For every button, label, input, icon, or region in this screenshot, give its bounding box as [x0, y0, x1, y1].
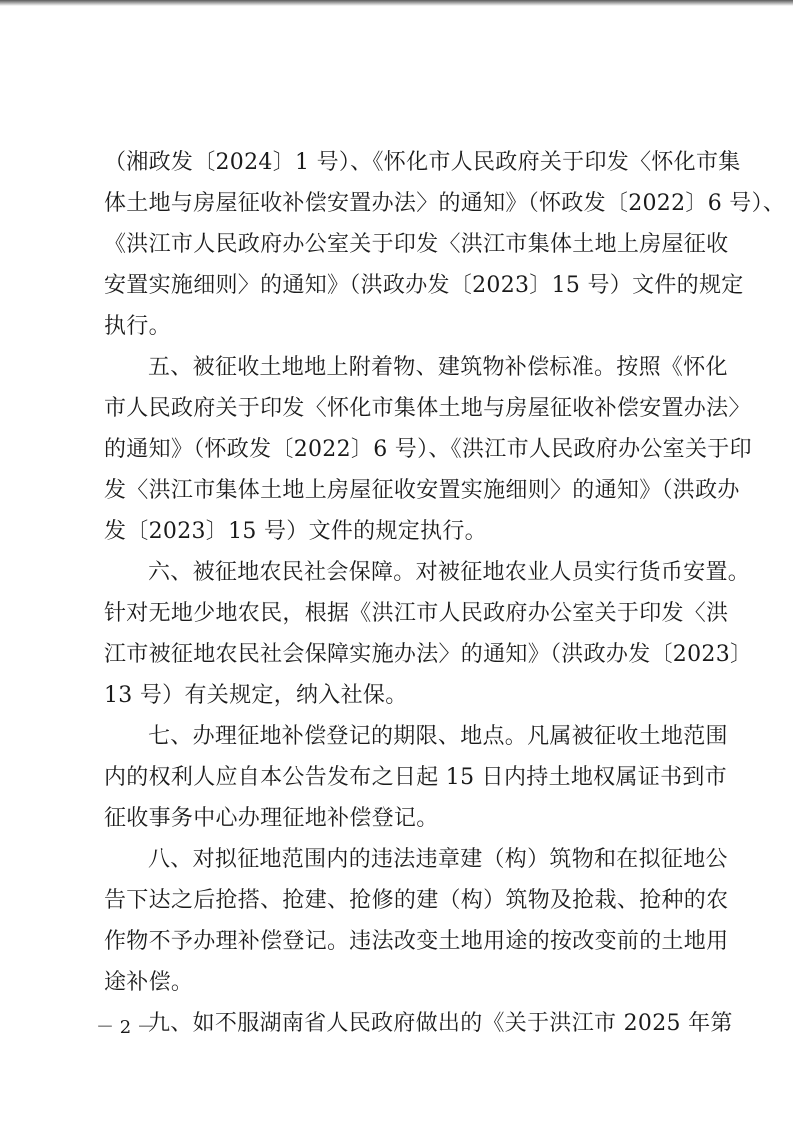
scan-top-edge: [0, 0, 793, 6]
text-line: 的通知》（怀政发〔2022〕6 号）、《洪江市人民政府办公室关于印: [104, 437, 752, 462]
paragraph-first-line: 九、如不服湖南省人民政府做出的《关于洪江市 2025 年第: [148, 1011, 733, 1036]
paragraph-first-line: 五、被征收土地地上附着物、建筑物补偿标准。按照《怀化: [148, 355, 728, 380]
text-line: （湘政发〔2024〕1 号）、《怀化市人民政府关于印发〈怀化市集: [104, 150, 741, 175]
text-line: 安置实施细则〉的通知》（洪政办发〔2023〕15 号）文件的规定: [104, 273, 744, 298]
text-line: 体土地与房屋征收补偿安置办法〉的通知》（怀政发〔2022〕6 号）、: [104, 191, 786, 216]
text-line: 针对无地少地农民，根据《洪江市人民政府办公室关于印发〈洪: [104, 601, 729, 626]
paragraph-first-line: 七、办理征地补偿登记的期限、地点。凡属被征收土地范围: [148, 724, 728, 749]
text-line: 征收事务中心办理征地补偿登记。: [104, 806, 439, 831]
text-line: 告下达之后抢搭、抢建、抢修的建（构）筑物及抢栽、抢种的农: [104, 888, 729, 913]
paragraph-first-line: 八、对拟征地范围内的违法违章建（构）筑物和在拟征地公: [148, 847, 728, 872]
page-number: － 2 －: [96, 1017, 155, 1038]
paragraph-first-line: 六、被征地农民社会保障。对被征地农业人员实行货币安置。: [148, 560, 751, 585]
text-line: 发〔2023〕15 号）文件的规定执行。: [104, 519, 487, 544]
text-line: 途补偿。: [104, 970, 194, 995]
text-line: 13 号）有关规定，纳入社保。: [104, 683, 408, 708]
text-line: 《洪江市人民政府办公室关于印发〈洪江市集体土地上房屋征收: [104, 232, 729, 257]
text-line: 发〈洪江市集体土地上房屋征收安置实施细则〉的通知》（洪政办: [104, 478, 740, 503]
text-line: 作物不予办理补偿登记。违法改变土地用途的按改变前的土地用: [104, 929, 729, 954]
text-line: 江市被征地农民社会保障实施办法〉的通知》（洪政办发〔2023〕: [104, 642, 753, 667]
text-line: 内的权利人应自本公告发布之日起 15 日内持土地权属证书到市: [104, 765, 727, 790]
text-line: 市人民政府关于印发〈怀化市集体土地与房屋征收补偿安置办法〉: [104, 396, 751, 421]
text-line: 执行。: [104, 314, 171, 339]
